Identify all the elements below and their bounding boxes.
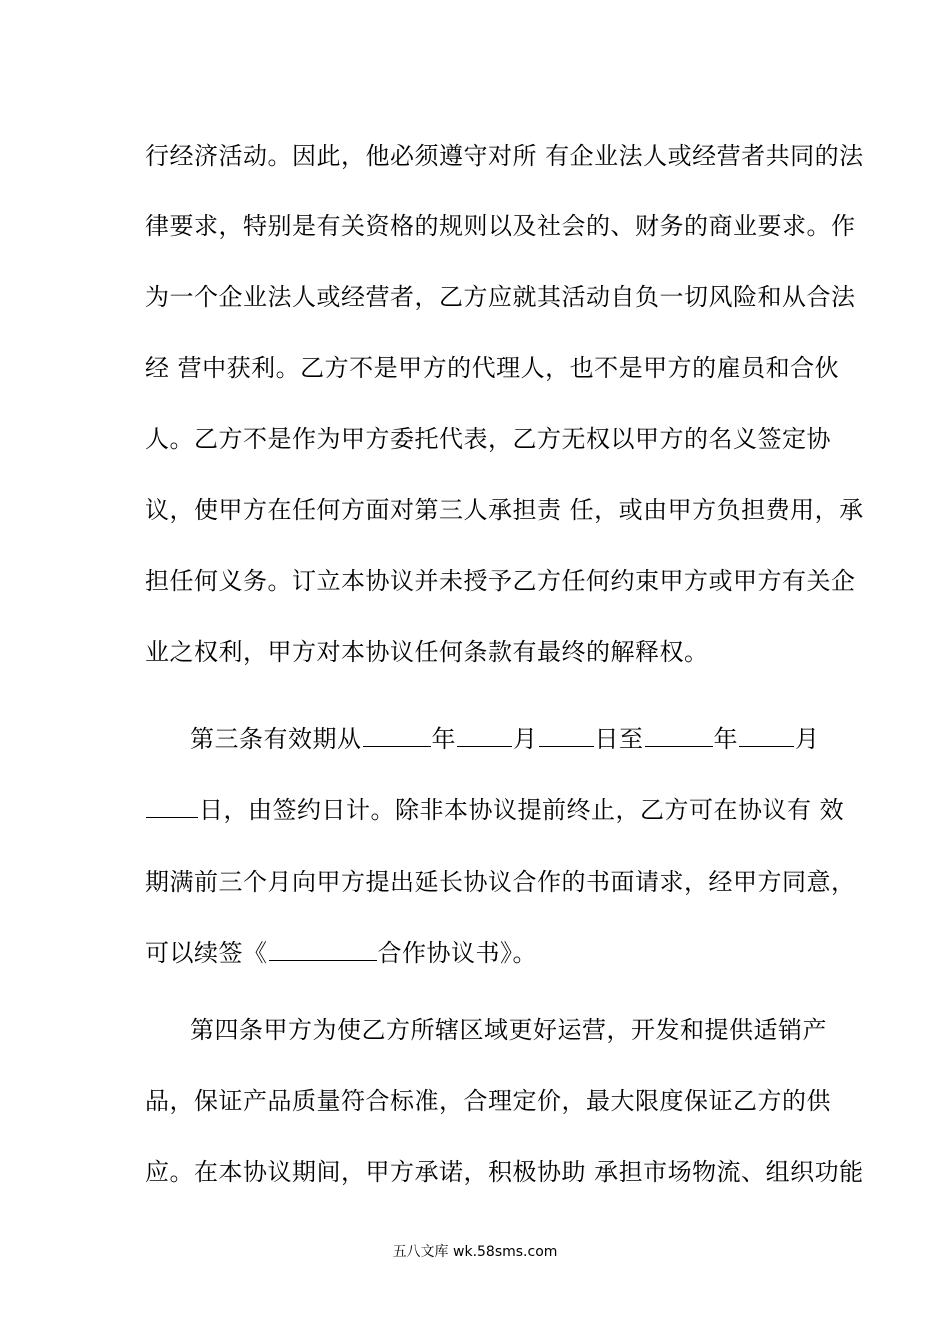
end-month-label: 月 [795, 725, 820, 753]
paragraph-line-4: 经 营中获利。乙方不是甲方的代理人，也不是甲方的雇员和合伙 [145, 354, 840, 382]
article-3-line-4 [145, 937, 810, 969]
paragraph-line-5: 人。乙方不是作为甲方委托代表，乙方无权以甲方的名义签定协 [145, 425, 831, 453]
end-year-label: 年 [713, 725, 738, 753]
footer-watermark: 五八文库 wk.58sms.com [392, 1244, 558, 1260]
article-4-line-3: 应。在本协议期间，甲方承诺，积极协助 承担市场物流、组织功能 [145, 1158, 864, 1186]
paragraph-line-3: 为一个企业法人或经营者，乙方应就其活动自负一切风险和从合法 [145, 283, 856, 311]
article-4-line-1: 第四条甲方为使乙方所辖区域更好运营，开发和提供适销产 [190, 1016, 827, 1044]
article-4-line-2: 品，保证产品质量符合标准，合理定价，最大限度保证乙方的供 [145, 1087, 831, 1115]
start-day-blank [539, 724, 594, 747]
article-3-line-1 [190, 723, 820, 755]
month-label: 月 [513, 725, 538, 753]
article-3-line-3: 期满前三个月向甲方提出延长协议合作的书面请求，经甲方同意， [145, 868, 856, 896]
paragraph-line-2: 律要求，特别是有关资格的规则以及社会的、财务的商业要求。作 [145, 212, 856, 240]
end-month-blank [739, 724, 794, 747]
end-day-blank [146, 795, 198, 818]
paragraph-line-1: 行经济活动。因此，他必须遵守对所 有企业法人或经营者共同的法 [145, 142, 864, 170]
year-label: 年 [431, 725, 456, 753]
article-3-line-2 [145, 794, 845, 826]
renewal-suffix: 合作协议书》。 [377, 939, 537, 967]
paragraph-line-8: 业之权利，甲方对本协议任何条款有最终的解释权。 [145, 638, 709, 666]
article-3-label: 第三条有效期从 [190, 725, 362, 753]
day-to-label: 日至 [594, 725, 644, 753]
article-3-line-2-text: 日，由签约日计。除非本协议提前终止，乙方可在协议有 效 [199, 796, 845, 824]
agreement-name-blank [269, 938, 377, 961]
end-year-blank [645, 724, 713, 747]
paragraph-line-7: 担任何义务。订立本协议并未授予乙方任何约束甲方或甲方有关企 [145, 567, 856, 595]
start-month-blank [457, 724, 512, 747]
start-year-blank [363, 724, 431, 747]
paragraph-line-6: 议，使甲方在任何方面对第三人承担责 任，或由甲方负担费用，承 [145, 496, 864, 524]
renewal-prefix: 可以续签《 [145, 939, 268, 967]
